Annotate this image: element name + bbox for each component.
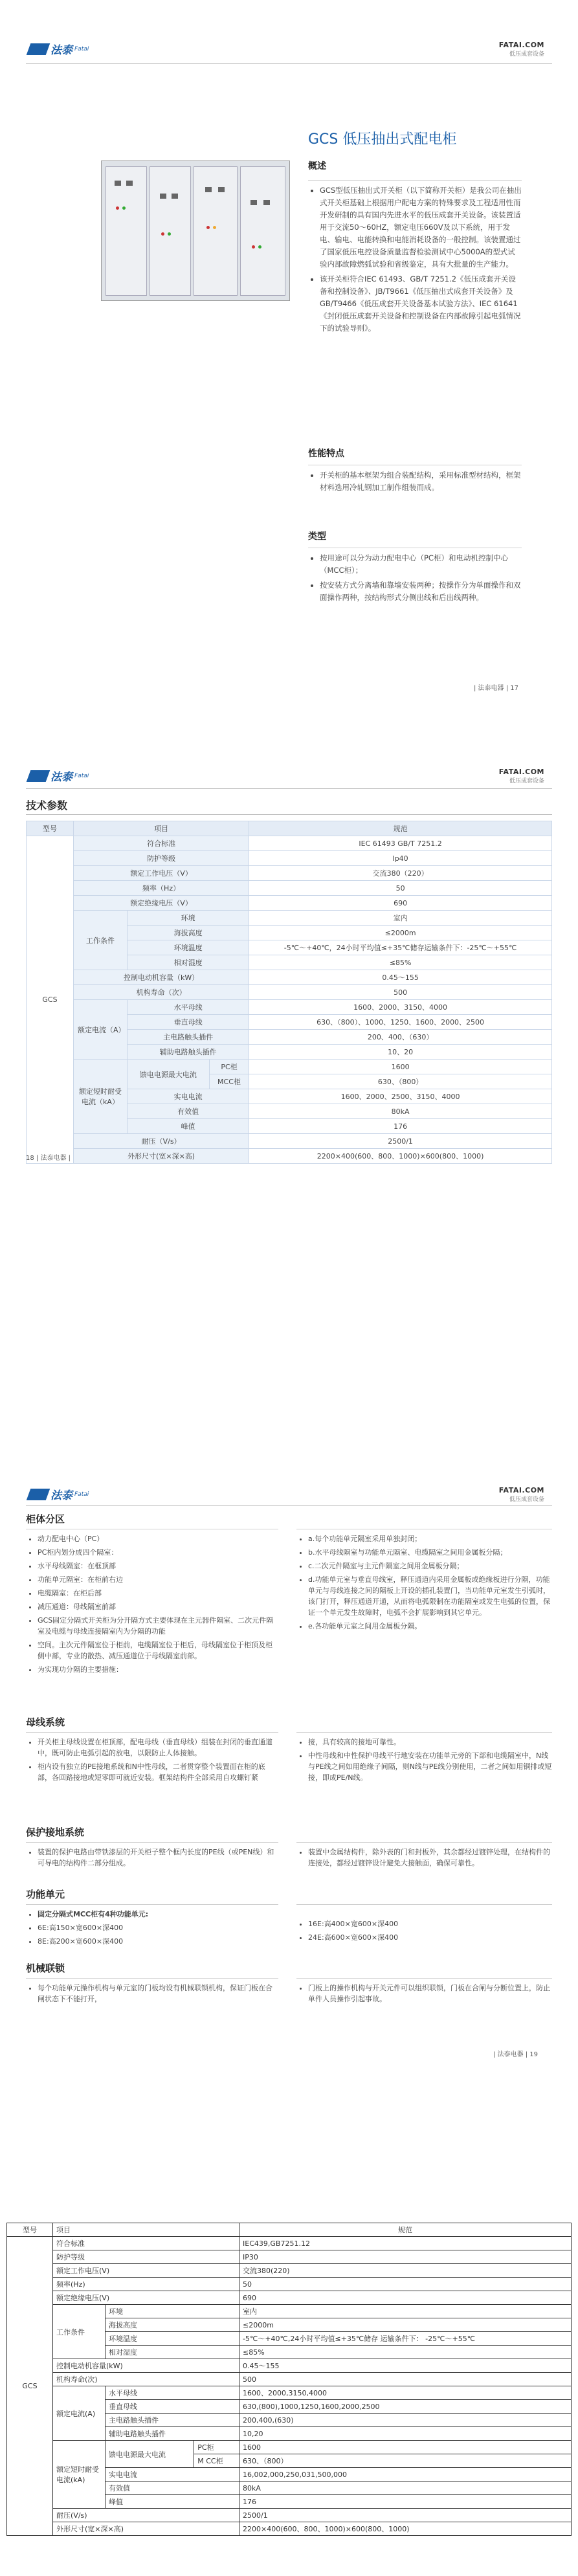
spec-sublabel: 环境 <box>128 911 249 926</box>
table-header: 规范 <box>249 821 552 836</box>
spec-value: 1600 <box>239 2441 572 2454</box>
spec-value: -5℃～+40℃，24小时平均值≤+35℃储存运输条件下：-25℃～+55℃ <box>249 940 552 955</box>
spec-value: 2500/1 <box>249 1134 552 1149</box>
interlock-item: • 每个功能单元操作机构与单元室的门板均设有机械联锁机构，保证门板在合闸状态下不能打开， <box>38 1982 278 2004</box>
spec-value: 2200×400(600、800、1000)×600(800、1000) <box>249 1149 552 1164</box>
spec-value: 16,002,000,250,031,500,000 <box>239 2468 572 2482</box>
table-row <box>27 881 552 896</box>
spec-label: 控制电动机容量(kW) <box>53 2359 239 2373</box>
cabinet-zone-item: • 为实现功分隔的主要措施： <box>38 1664 278 1675</box>
type-item: • 按安装方式分离墙和靠墙安装两种；按操作分为单面操作和双面操作两种，按结构形式分侧出线和后出线两种。 <box>320 579 522 604</box>
spec-sublabel: MCC柜 <box>209 1074 249 1089</box>
spec-label: 符合标准 <box>53 2237 239 2250</box>
table-row <box>27 836 552 851</box>
spec-section-title: 技术参数 <box>26 799 68 812</box>
spec-sublabel: PC柜 <box>194 2441 239 2454</box>
function-unit-left <box>26 1900 278 1949</box>
table-row <box>7 2291 572 2305</box>
brand-name-en: Fatai <box>74 45 89 52</box>
spec-value: 500 <box>249 985 552 1000</box>
cabinet-zone-item: • GCS固定分隔式开关柜为分开隔方式主要体现在主元器件隔室、二次元件隔室及电缆与母线连接隔室内为分隔的功能 <box>38 1615 278 1637</box>
spec-value: 2500/1 <box>239 2509 572 2522</box>
section-divider <box>26 814 552 815</box>
interlock-left <box>26 1974 278 2007</box>
cabinet-zone-item: • 电缆隔室：在柜后部 <box>38 1588 278 1599</box>
spec-label: 额定绝缘电压（V） <box>74 896 249 911</box>
spec-value: 0.45～155 <box>239 2359 572 2373</box>
spec-value: 630、（800）、1000、1250、1600、2000、2500 <box>249 1015 552 1030</box>
spec-value: ≤85% <box>249 955 552 970</box>
table-row <box>7 2250 572 2264</box>
spec-sublabel: 有效值 <box>128 1104 249 1119</box>
cabinet-zone-title: 柜体分区 <box>26 1513 65 1525</box>
cabinet-zone-item: • d.功能单元室与垂直母线室，释压通道内采用金属板或绝缘板进行分隔，功能单元与母线连接之间的隔板上开设的插孔装置门，当功能单元室发生引弧时，该门打开，释压通道开通，从而将电弧限制在功能隔室或发生电弧的位置，保证一个单元发生故障时，电弧不会扩展影响到其它单元。 <box>308 1574 552 1618</box>
overview-item: • 该开关柜符合IEC 61493、GB/T 7251.2《低压成套开关设备和控制设备》、JB/T9661《低压抽出式成套开关设备》及GB/T9466《低压成套开关设备基本试验方法》、IEC 61641《封闭低压成套开关设备和控制设备在内部故障引起电弧情况下的试验导则》。 <box>320 273 522 335</box>
table-row <box>7 2305 572 2318</box>
spec-sublabel: 垂直母线 <box>128 1015 249 1030</box>
interlock-right <box>296 1974 552 2007</box>
table-header: 型号 <box>7 2223 53 2237</box>
spec-sublabel: 实电电流 <box>106 2468 239 2482</box>
spec-value: 80kA <box>249 1104 552 1119</box>
spec-value: 50 <box>249 881 552 896</box>
spec-sublabel: PC柜 <box>209 1060 249 1074</box>
spec-sublabel: 主电路触头插件 <box>128 1030 249 1045</box>
spec-value: 1600 <box>249 1060 552 1074</box>
spec-value: -5℃～+40℃,24小时平均值≤+35℃储存 运输条件下： -25℃～+55℃ <box>239 2332 572 2346</box>
types-list <box>308 544 522 606</box>
spec-value: 室内 <box>249 911 552 926</box>
spec-label: 外形尺寸(宽×深×高) <box>74 1149 249 1164</box>
table-row <box>27 911 552 926</box>
spec-value: 10、20 <box>249 1045 552 1060</box>
types-title: 类型 <box>308 531 326 542</box>
company-subtitle: 低压成套设备 <box>509 1496 544 1503</box>
overview-item: • GCS型低压抽出式开关柜（以下简称开关柜）是我公司在抽出式开关柜基础上根据用户配电方案的特殊要求及工程适用性而开发研制的具有国内先进水平的低压成套开关设备。该装置适用于交流50～60HZ，额定电压660V及以下系统，用于发电、输电、电能转换和电能消耗设备的一般控制。该装置通过了国家低压电控设备质量监督检验测试中心5000A的型式试验内部故障燃弧试验和省级鉴定，具有大批量的生产能力。 <box>320 184 522 271</box>
spec-value: IP30 <box>239 2250 572 2264</box>
spec-value: 690 <box>249 896 552 911</box>
spec-label: 符合标准 <box>74 836 249 851</box>
interlock-title: 机械联锁 <box>26 1962 65 1974</box>
cabinet-zone-item: • 水平母线隔室：在框顶部 <box>38 1560 278 1571</box>
logo-mark-icon <box>27 770 50 782</box>
overview-title: 概述 <box>308 161 326 172</box>
spec-sublabel: 馈电电源最大电流 <box>106 2441 194 2468</box>
page-footer-19: | 法泰电器 | 19 <box>493 2051 538 2058</box>
table-row <box>27 985 552 1000</box>
table-row <box>27 851 552 866</box>
logo-mark-icon <box>27 1489 50 1500</box>
table-header: 项目 <box>74 821 249 836</box>
spec-value: 1600、2000、3150、4000 <box>249 1000 552 1015</box>
company-title: FATAI.COM <box>498 768 544 776</box>
logo-mark-icon <box>27 43 50 55</box>
spec-sublabel: 水平母线 <box>128 1000 249 1015</box>
ground-system-left <box>26 1838 278 1871</box>
spec-label: 防护等级 <box>53 2250 239 2264</box>
spec-label: 防护等级 <box>74 851 249 866</box>
spec-group-label: 工作条件 <box>53 2305 106 2359</box>
spec-group-label: 额定短时耐受电流(kA) <box>53 2441 106 2509</box>
spec-sublabel: 主电路触头插件 <box>106 2414 239 2427</box>
spec-value: 630、（800） <box>249 1074 552 1089</box>
spec-sublabel: M CC柜 <box>194 2454 239 2468</box>
table-row <box>27 896 552 911</box>
bus-system-item: • 中性母线和中性保护母线平行地安装在功能单元旁的下部和电缆隔室中，N线与PE线之间如用绝缘子间隔，则N线与PE线分别使用，二者之间如用铜排或短接，即成PE/N线。 <box>308 1750 552 1783</box>
features-title: 性能特点 <box>308 449 344 459</box>
table-header: 型号 <box>27 821 74 836</box>
brand-name-en: Fatai <box>74 772 89 779</box>
model-cell: GCS <box>27 836 74 1164</box>
table-row <box>27 1134 552 1149</box>
spec-group-label: 额定短时耐受电流（kA） <box>74 1060 128 1134</box>
table-row <box>7 2264 572 2278</box>
spec-value: 交流380（220） <box>249 866 552 881</box>
spec-value: ≤2000m <box>249 926 552 940</box>
spec-value: 10,20 <box>239 2427 572 2441</box>
cabinet-zone-item: • 功能单元隔室：在柜前右边 <box>38 1574 278 1585</box>
spec-value: 176 <box>239 2495 572 2509</box>
model-cell: GCS <box>7 2237 53 2536</box>
ground-system-item: • 装置的保护电路由带铁漆层的开关柜子整个框内长度的PE线（或PEN线）和可导电的结构件二部分组成。 <box>38 1847 278 1869</box>
spec-sublabel: 水平母线 <box>106 2386 239 2400</box>
cabinet-zone-right <box>296 1525 552 1634</box>
function-unit-lead: • 固定分隔式MCC柜有4种功能单元: <box>38 1909 278 1920</box>
spec-label: 频率（Hz） <box>74 881 249 896</box>
brand-name-cn: 法泰 <box>50 44 72 57</box>
cabinet-zone-item: • c.二次元件隔室与主元件隔室之间用金属板分隔； <box>308 1560 552 1571</box>
spec-label: 额定工作电压(V) <box>53 2264 239 2278</box>
table-row <box>27 1149 552 1164</box>
product-title: GCS 低压抽出式配电柜 <box>308 131 457 148</box>
company-header <box>499 768 544 786</box>
spec-label: 耐压（V/s） <box>74 1134 249 1149</box>
spec-value: IEC439,GB7251.12 <box>239 2237 572 2250</box>
spec-value: 1600、2000、2500、3150、4000 <box>249 1089 552 1104</box>
spec-value: IEC 61493 GB/T 7251.2 <box>249 836 552 851</box>
table-header: 规范 <box>239 2223 572 2237</box>
spec-sublabel: 环境温度 <box>106 2332 239 2346</box>
cabinet-zone-item: • a.每个功能单元隔室采用单独封闭； <box>308 1533 552 1544</box>
spec-sublabel: 有效值 <box>106 2482 239 2495</box>
function-unit-item: • 8E:高200×宽600×深400 <box>38 1936 278 1947</box>
spec-sublabel: 环境 <box>106 2305 239 2318</box>
table-row <box>7 2386 572 2400</box>
spec-value: 1600、2000,3150,4000 <box>239 2386 572 2400</box>
spec-value: 500 <box>239 2373 572 2386</box>
spec-value: ≤85% <box>239 2346 572 2359</box>
spec-value: 50 <box>239 2278 572 2291</box>
spec-sublabel: 相对湿度 <box>106 2346 239 2359</box>
spec-sublabel: 海拔高度 <box>106 2318 239 2332</box>
spec-value: 200、400、（630） <box>249 1030 552 1045</box>
function-unit-title: 功能单元 <box>26 1889 65 1900</box>
spec-value: 2200×400(600、800、1000)×600(800、1000) <box>239 2522 572 2536</box>
spec-label: 额定绝缘电压(V) <box>53 2291 239 2305</box>
table-row <box>7 2441 572 2454</box>
spec-label: 机构寿命(次) <box>53 2373 239 2386</box>
spec-label: 频率(Hz) <box>53 2278 239 2291</box>
spec-value: ≤2000m <box>239 2318 572 2332</box>
cabinet-zone-item: • e.各功能单元室之间用金属板分隔。 <box>308 1621 552 1632</box>
spec-value: Ip40 <box>249 851 552 866</box>
spec-value: 176 <box>249 1119 552 1134</box>
bus-system-item: • 接，具有较高的接地可靠性。 <box>308 1737 552 1748</box>
spec-table-2 <box>6 2223 572 2536</box>
spec-value: 630,(800),1000,1250,1600,2000,2500 <box>239 2400 572 2414</box>
spec-sublabel: 环境温度 <box>128 940 249 955</box>
cabinet-zone-item: • b.水平母线隔室与功能单元隔室、电缆隔室之间用金属板分隔； <box>308 1547 552 1558</box>
spec-group-label: 额定电流(A) <box>53 2386 106 2441</box>
function-unit-item: • 6E:高150×宽600×深400 <box>38 1922 278 1933</box>
spec-label: 外形尺寸(宽×深×高) <box>53 2522 239 2536</box>
bus-system-item: • 开关柜主母线设置在柜顶部，配电母线（垂直母线）组装在封闭的垂直通道中，既可防止电弧引起的放电，以限防止人体接触。 <box>38 1737 278 1759</box>
spec-value: 200,400,(630) <box>239 2414 572 2427</box>
ground-system-item: • 装置中金属结构件，除外表的门和封板外，其余都经过镀锌处理，在结构件的连接处，都经过镀锌设计避免大接触面，确保可靠性。 <box>308 1847 552 1869</box>
company-title: FATAI.COM <box>498 1486 544 1494</box>
interlock-item: • 门板上的操作机构与开关元件可以组织联锁，门板在合闸与分断位置上，防止单件人员操作引起事故。 <box>308 1982 552 2004</box>
table-row <box>7 2522 572 2536</box>
spec-value: 630、（800） <box>239 2454 572 2468</box>
ground-system-right <box>296 1838 552 1871</box>
header-divider <box>26 63 552 64</box>
type-item: • 按用途可以分为动力配电中心（PC柜）和电动机控制中心（MCC柜）； <box>320 552 522 577</box>
brand-logo <box>28 1486 89 1502</box>
spec-value: 80kA <box>239 2482 572 2495</box>
bus-system-left <box>26 1728 278 1786</box>
table-row <box>7 2359 572 2373</box>
function-unit-item: • 16E:高400×宽600×深400 <box>308 1918 552 1929</box>
spec-value: 交流380(220) <box>239 2264 572 2278</box>
table-row <box>7 2373 572 2386</box>
bus-system-item: • 柜内设有独立的PE接地系统和N中性母线，二者贯穿整个装置面在柜的底部，各回路接地或短零即可就近安装。框架结构件全部采用自攻螺钉紧 <box>38 1761 278 1783</box>
feature-item: • 开关柜的基本框架为组合装配结构，采用标准型材结构，框架材料选用冷轧钢加工制作组装而成。 <box>320 469 522 494</box>
header-divider <box>26 788 552 789</box>
spec-table <box>26 821 552 1164</box>
table-row <box>27 866 552 881</box>
company-title: FATAI.COM <box>498 41 544 49</box>
spec-value: 690 <box>239 2291 572 2305</box>
spec-group-label: 工作条件 <box>74 911 128 970</box>
cabinet-zone-item: • 空间。主次元件隔室位于柜前，电缆隔室位于柜后，母线隔室位于柜顶及柜侧中部，专业的散热、减压通道位于母线隔室前部。 <box>38 1639 278 1661</box>
table-row <box>27 1060 552 1074</box>
features-list <box>308 461 522 496</box>
header-divider <box>26 1505 552 1506</box>
table-row <box>27 970 552 985</box>
spec-value: 0.45～155 <box>249 970 552 985</box>
spec-sublabel: 辅助电路触头插件 <box>106 2427 239 2441</box>
brand-name-en: Fatai <box>74 1491 89 1498</box>
ground-system-title: 保护接地系统 <box>26 1827 85 1838</box>
spec-group-label: 额定电流（A） <box>74 1000 128 1060</box>
company-subtitle: 低压成套设备 <box>509 51 544 58</box>
table-row <box>7 2237 572 2250</box>
spec-sublabel: 峰值 <box>128 1119 249 1134</box>
bus-system-right <box>296 1728 552 1786</box>
brand-name-cn: 法泰 <box>50 1489 72 1502</box>
brand-name-cn: 法泰 <box>50 771 72 784</box>
page-footer-18: 18 | 法泰电器 | <box>26 1155 71 1162</box>
cabinet-photo <box>101 161 290 301</box>
spec-sublabel: 垂直母线 <box>106 2400 239 2414</box>
page-footer-17: | 法泰电器 | 17 <box>474 685 518 692</box>
brand-logo <box>28 768 89 784</box>
spec-label: 耐压(V/s) <box>53 2509 239 2522</box>
overview-list <box>308 176 522 337</box>
spec-sublabel: 相对湿度 <box>128 955 249 970</box>
company-header <box>499 41 544 59</box>
cabinet-zone-item: • 减压通道：母线隔室前部 <box>38 1601 278 1612</box>
table-row <box>7 2509 572 2522</box>
spec-sublabel: 实电电流 <box>128 1089 249 1104</box>
table-row <box>7 2278 572 2291</box>
spec-sublabel: 馈电电源最大电流 <box>128 1060 210 1089</box>
company-header <box>499 1486 544 1504</box>
spec-label: 额定工作电压（V） <box>74 866 249 881</box>
brand-logo <box>28 41 89 57</box>
table-header: 项目 <box>53 2223 239 2237</box>
function-unit-right <box>296 1900 552 1946</box>
spec-label: 控制电动机容量（kW） <box>74 970 249 985</box>
company-subtitle: 低压成套设备 <box>509 778 544 784</box>
cabinet-zone-item: • PC柜内划分成四个隔室： <box>38 1547 278 1558</box>
spec-label: 机构寿命（次） <box>74 985 249 1000</box>
spec-sublabel: 辅助电路触头插件 <box>128 1045 249 1060</box>
spec-sublabel: 海拔高度 <box>128 926 249 940</box>
table-row <box>27 1000 552 1015</box>
bus-system-title: 母线系统 <box>26 1716 65 1728</box>
cabinet-zone-left <box>26 1525 278 1678</box>
spec-sublabel: 峰值 <box>106 2495 239 2509</box>
function-unit-item: • 24E:高600×宽600×深400 <box>308 1932 552 1943</box>
spec-value: 室内 <box>239 2305 572 2318</box>
cabinet-zone-item: • 动力配电中心（PC） <box>38 1533 278 1544</box>
